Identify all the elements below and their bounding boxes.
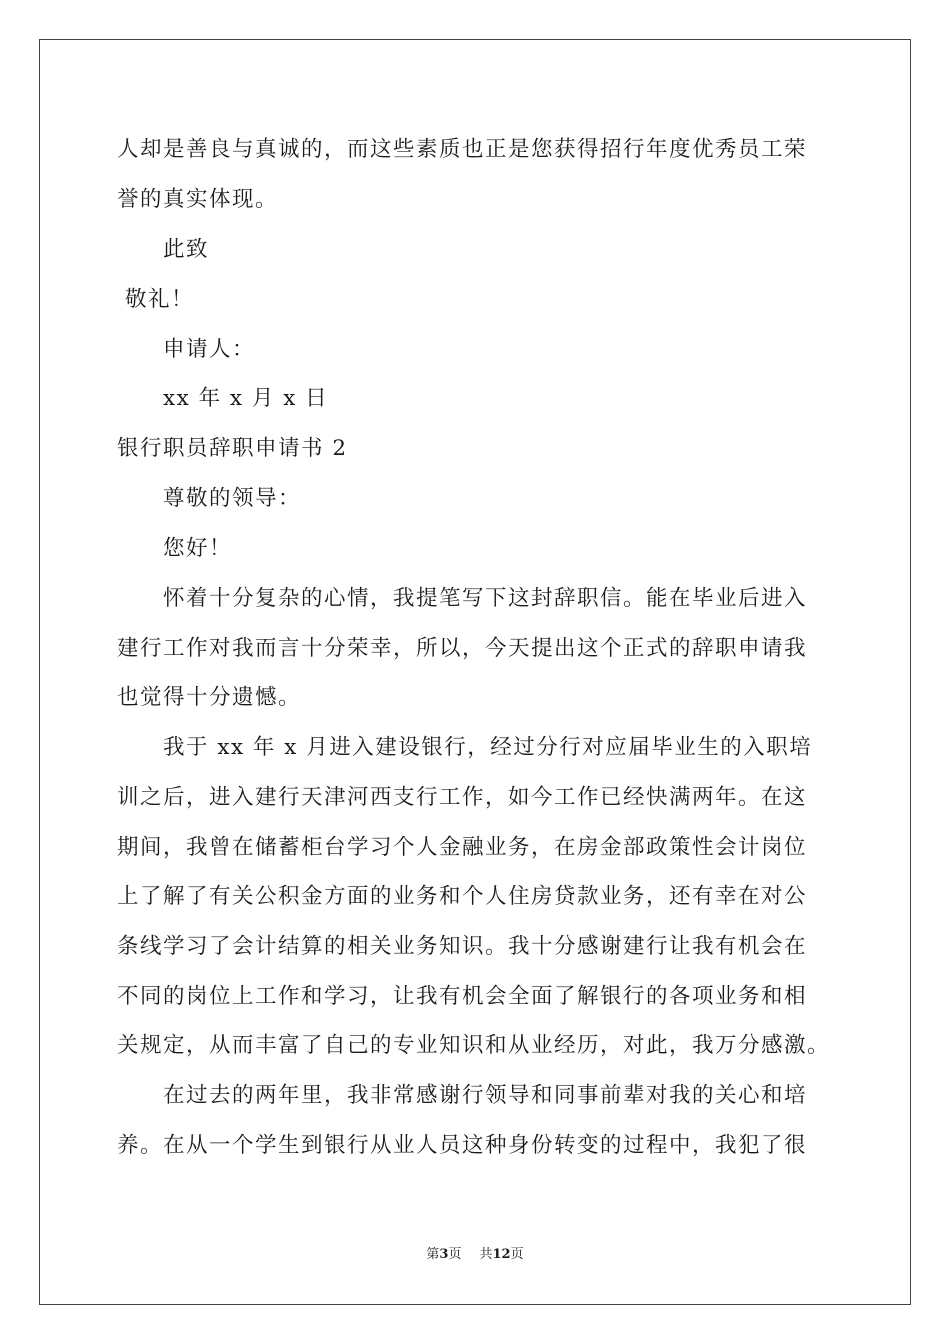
section-title: 银行职员辞职申请书 2	[117, 436, 348, 461]
paragraph-line: 建行工作对我而言十分荣幸，所以，今天提出这个正式的辞职申请我	[117, 636, 808, 661]
closing-regards: 敬礼！	[125, 287, 195, 312]
paragraph-line: 也觉得十分遗憾。	[117, 685, 302, 710]
paragraph-line: 我于 xx 年 x 月进入建设银行，经过分行对应届毕业生的入职培	[163, 735, 813, 760]
paragraph-line: 怀着十分复杂的心情，我提笔写下这封辞职信。能在毕业后进入	[163, 586, 808, 611]
paragraph-line: 养。在从一个学生到银行从业人员这种身份转变的过程中，我犯了很	[117, 1133, 808, 1158]
paragraph-line: 训之后，进入建行天津河西支行工作，如今工作已经快满两年。在这	[117, 785, 808, 810]
page-total: 共12页	[479, 1247, 524, 1262]
greeting-recipient: 尊敬的领导：	[163, 486, 302, 511]
paragraph-line: 期间，我曾在储蓄柜台学习个人金融业务，在房金部政策性会计岗位	[117, 835, 808, 860]
closing-salutation: 此致	[163, 237, 210, 262]
greeting: 您好！	[163, 536, 233, 561]
paragraph-line: 人却是善良与真诚的，而这些素质也正是您获得招行年度优秀员工荣	[117, 137, 808, 162]
paragraph-line: 上了解了有关公积金方面的业务和个人住房贷款业务，还有幸在对公	[117, 884, 808, 909]
paragraph-line: 誉的真实体现。	[117, 187, 279, 212]
page-footer	[0, 1246, 950, 1264]
paragraph-line: 条线学习了会计结算的相关业务知识。我十分感谢建行让我有机会在	[117, 934, 808, 959]
paragraph-line: 在过去的两年里，我非常感谢行领导和同事前辈对我的关心和培	[163, 1083, 808, 1108]
page-number: 第3页	[426, 1247, 462, 1262]
page-border	[39, 39, 911, 1305]
applicant-label: 申请人：	[163, 337, 256, 362]
date-line: xx 年 x 月 x 日	[163, 386, 329, 411]
paragraph-line: 不同的岗位上工作和学习，让我有机会全面了解银行的各项业务和相	[117, 984, 808, 1009]
paragraph-line: 关规定，从而丰富了自己的专业知识和从业经历，对此，我万分感激。	[117, 1033, 831, 1058]
